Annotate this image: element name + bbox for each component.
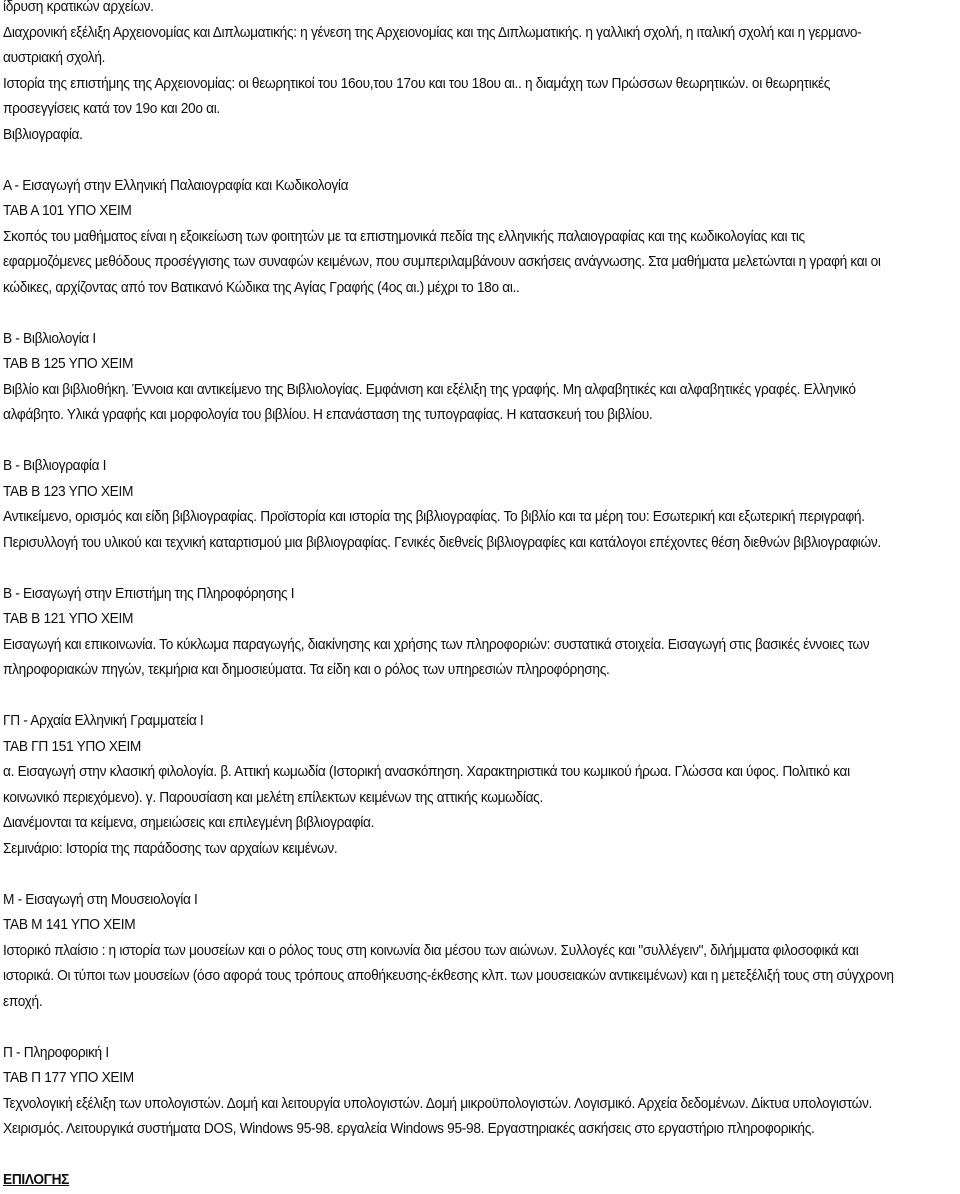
course-section	[3, 888, 952, 1016]
spacer	[3, 684, 952, 710]
course-section	[3, 1041, 952, 1143]
course-title: Α - Εισαγωγή στην Ελληνική Παλαιογραφία και Κωδικολογία	[3, 177, 349, 194]
section-heading-elective: ΕΠΙΛΟΓΗΣ	[3, 1172, 70, 1188]
text-line: ίδρυση κρατικών αρχείων.	[3, 0, 154, 15]
course-code: ΤΑΒ Μ 141 ΥΠΟ ΧΕΙΜ	[3, 917, 136, 933]
course-title: Β - Βιβλιογραφία Ι	[3, 458, 107, 474]
course-description-line: Σεμινάριο: Ιστορία της παράδοσης των αρχαίων κειμένων.	[3, 840, 338, 857]
course-code: ΤΑΒ Α 101 ΥΠΟ ΧΕΙΜ	[3, 203, 132, 219]
course-section	[3, 709, 952, 862]
course-code: ΤΑΒ Β 121 ΥΠΟ ΧΕΙΜ	[3, 611, 134, 627]
course-section	[3, 174, 952, 302]
course-title: Π - Πληροφορική Ι	[3, 1044, 109, 1061]
spacer	[3, 301, 952, 327]
course-description-line: Αντικείμενο, ορισμός και είδη βιβλιογραφίας. Προϊστορία και ιστορία της βιβλιογραφίας. Το βιβλίο και τα μέρη του: Εσωτερική και εξωτερική περιγραφή.	[3, 509, 865, 525]
course-code: ΤΑΒ Β 123 ΥΠΟ ΧΕΙΜ	[3, 483, 134, 500]
course-description-line: ιστορικά. Οι τύποι των μουσείων (όσο αφορά τους τρόπους αποθήκευσης-έκθεσης κλπ. των μουσειακών αντικειμένων) και η μετεξέλιξή τους στη σύγχρονη	[3, 968, 894, 984]
course-description-line: α. Εισαγωγή στην κλασική φιλολογία. β. Αττική κωμωδία (Ιστορική ανασκόπηση. Χαρακτηριστικά του κωμικού ήρωα. Γλώσσα και ύφος. Πολιτικό και	[3, 764, 850, 780]
course-description-line: Περισυλλογή του υλικού και τεχνική καταρτισμού μια βιβλιογραφίας. Γενικές διεθνείς βιβλιογραφίες και κατάλογοι επέχοντες θέση διεθνών βιβλιογραφιών.	[3, 534, 881, 551]
spacer	[3, 429, 952, 455]
text-line: Ιστορία της επιστήμης της Αρχειονομίας: οι θεωρητικοί του 16ου,του 17ου και του 18ου αι.. η διαμάχη των Πρώσσων θεωρητικών. οι θεωρητικές	[3, 75, 831, 92]
course-description-line: εποχή.	[3, 993, 43, 1010]
spacer	[3, 862, 952, 888]
course-section	[3, 582, 952, 684]
course-section	[3, 327, 952, 429]
course-description-line: Βιβλίο και βιβλιοθήκη. Έννοια και αντικείμενο της Βιβλιολογίας. Εμφάνιση και εξέλιξη της γραφής. Μη αλφαβητικές και αλφαβητικές γραφές. Ελληνικό	[3, 381, 856, 398]
course-description-line: κώδικες, αρχίζοντας από τον Βατικανό Κώδικα της Αγίας Γραφής (4ος αι.) μέχρι το 18ο αι..	[3, 279, 520, 296]
spacer	[3, 148, 952, 174]
course-title: ΓΠ - Αρχαία Ελληνική Γραμματεία Ι	[3, 713, 204, 729]
course-section	[3, 454, 952, 556]
course-code: ΤΑΒ ΓΠ 151 ΥΠΟ ΧΕΙΜ	[3, 738, 142, 755]
course-description-line: Τεχνολογική εξέλιξη των υπολογιστών. Δομή και λειτουργία υπολογιστών. Δομή μικροϋπολογιστών. Λογισμικό. Αρχεία δεδομένων. Δίκτυα υπολογιστών.	[3, 1095, 873, 1112]
text-line: Διαχρονική εξέλιξη Αρχειονομίας και Διπλωματικής: η γένεση της Αρχειονομίας και της Διπλωματικής. η γαλλική σχολή, η ιταλική σχολή και η γερμανο-	[3, 24, 862, 41]
course-description-line: Ιστορικό πλαίσιο : η ιστορία των μουσείων και ο ρόλος τους στη κοινωνία δια μέσου των αιώνων. Συλλογές και "συλλέγειν", διλήμματα φιλοσοφικά και	[3, 942, 859, 959]
course-description-line: κοινωνικό περιεχόμενο). γ. Παρουσίαση και μελέτη επίλεκτων κειμένων της αττικής κωμωδίας.	[3, 789, 543, 806]
course-code: ΤΑΒ Π 177 ΥΠΟ ΧΕΙΜ	[3, 1070, 134, 1086]
course-description-line: εφαρμοζόμενες μεθόδους προσέγγισης των συναφών κειμένων, που συμπεριλαμβάνουν ασκήσεις ανάγνωσης. Στα μαθήματα μελετώνται η γραφή και οι	[3, 254, 881, 270]
text-line: αυστριακή σχολή.	[3, 50, 106, 66]
spacer	[3, 556, 952, 582]
text-line: προσεγγίσεις κατά τον 19ο και 20ο αι.	[3, 101, 220, 117]
document-page	[3, 0, 952, 1194]
course-description-line: Εισαγωγή και επικοινωνία. Το κύκλωμα παραγωγής, διακίνησης και χρήσης των πληροφοριών: συστατικά στοιχεία. Εισαγωγή στις βασικές έννοιες των	[3, 636, 870, 653]
course-description-line: αλφάβητο. Υλικά γραφής και μορφολογία του βιβλίου. Η επανάσταση της τυπογραφίας. Η κατασκευή του βιβλίου.	[3, 407, 653, 423]
course-description-line: Διανέμονται τα κείμενα, σημειώσεις και επιλεγμένη βιβλιογραφία.	[3, 815, 375, 831]
intro-section	[3, 0, 952, 148]
course-description-line: Χειρισμός. Λειτουργικά συστήματα DOS, Windows 95-98. εργαλεία Windows 95-98. Εργαστηριακές ασκήσεις στο εργαστήριο πληροφορικής.	[3, 1121, 815, 1137]
course-description-line: Σκοπός του μαθήματος είναι η εξοικείωση των φοιτητών με τα επιστημονικά πεδία της ελληνικής παλαιογραφίας και της κωδικολογίας και τις	[3, 228, 805, 245]
course-title: Β - Εισαγωγή στην Επιστήμη της Πληροφόρησης Ι	[3, 585, 295, 602]
text-line: Βιβλιογραφία.	[3, 126, 83, 143]
course-code: ΤΑΒ Β 125 ΥΠΟ ΧΕΙΜ	[3, 356, 134, 372]
course-title: Μ - Εισαγωγή στη Μουσειολογία Ι	[3, 891, 198, 908]
spacer	[3, 1015, 952, 1041]
course-title: Β - Βιβλιολογία Ι	[3, 330, 96, 347]
course-description-line: πληροφοριακών πηγών, τεκμήρια και δημοσιεύματα. Τα είδη και ο ρόλος των υπηρεσιών πληροφόρησης.	[3, 662, 610, 678]
